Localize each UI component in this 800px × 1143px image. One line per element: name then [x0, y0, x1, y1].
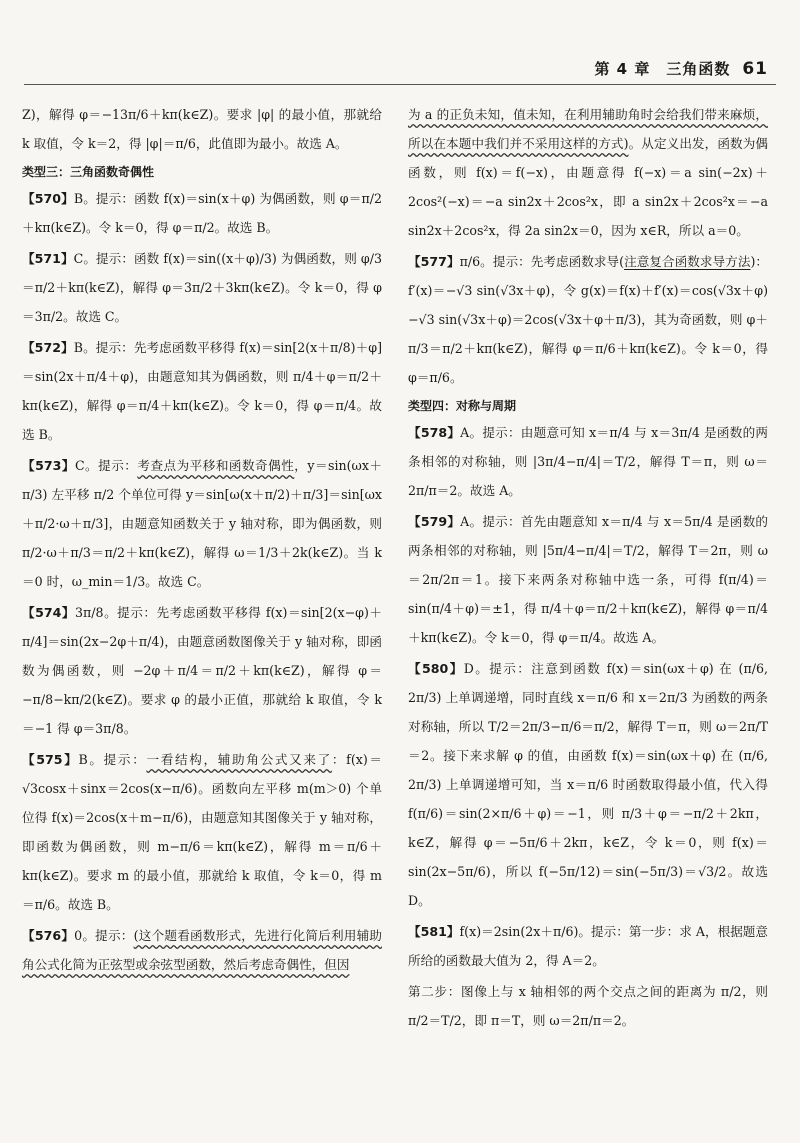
page-number: 61 [742, 59, 768, 79]
answer-number: 【577】 [408, 254, 460, 269]
answer-581-step-two: 第二步：图像上与 x 轴相邻的两个交点之间的距离为 π/2，则 π/2＝T/2，即 π＝T，则 ω＝2π/π＝2。 [408, 984, 768, 1028]
wavy-underlined-note: 考查点为平移和函数奇偶性 [137, 458, 295, 473]
answer-569-continuation: Z)，解得 φ＝−13π/6＋kπ(k∈Z)。要求 |φ| 的最小值，那就给 k 取值，令 k＝2，得 |φ|＝π/6，此值即为最小。故选 A。 [22, 107, 382, 151]
section-heading-parity: 类型三：三角函数奇偶性 [22, 165, 155, 179]
answer-number: 【576】 [22, 928, 75, 943]
answer-number: 【578】 [408, 425, 461, 440]
answer-number: 【574】 [22, 605, 76, 620]
chapter-title: 第 4 章 三角函数 [594, 60, 731, 78]
answer-570: 【570】B。提示：函数 f(x)＝sin(x＋φ) 为偶函数，则 φ＝π/2＋kπ(k∈Z)。令 k＝0，得 φ＝π/2。故选 B。 [22, 191, 382, 235]
answer-number: 【579】 [408, 514, 461, 529]
answer-number: 【573】 [22, 458, 75, 473]
page-header [594, 58, 768, 79]
answer-572: 【572】B。提示：先考虑函数平移得 f(x)＝sin[2(x＋π/8)＋φ]＝sin(2x＋π/4＋φ)，由题意知其为偶函数，则 π/4＋φ＝π/2＋kπ(k∈Z)，解得 φ＝π/4＋kπ(k∈Z)。令 k＝0，得 φ＝π/4。故选 B。 [22, 340, 382, 442]
underlined-note: 注意复合函数求导方法 [624, 254, 751, 269]
header-rule [24, 84, 776, 85]
answer-574: 【574】3π/8。提示：先考虑函数平移得 f(x)＝sin[2(x−φ)＋π/4]＝sin(2x−2φ＋π/4)，由题意函数图像关于 y 轴对称，即函数为偶函数，则 −2φ＋π/4＝π/2＋kπ(k∈Z)，解得 φ＝−π/8−kπ/2(k∈Z)。要求 φ 的最小正值，那就给 k 取值，令 k＝−1 得 φ＝3π/8。 [22, 605, 382, 736]
left-column [22, 100, 382, 981]
answer-578: 【578】A。提示：由题意可知 x＝π/4 与 x＝3π/4 是函数的两条相邻的对称轴，则 |3π/4−π/4|＝T/2，解得 T＝π，则 ω＝2π/π＝2。故选 A。 [408, 425, 768, 498]
answer-number: 【571】 [22, 251, 74, 266]
answer-number: 【575】 [22, 752, 79, 767]
wavy-underlined-note: (这个题看函数形式，先进行化简后利用辅助角公式化简为正弦型或余弦型函数，然后考虑奇偶性，但因 [22, 928, 382, 972]
answer-number: 【572】 [22, 340, 74, 355]
answer-number: 【581】 [408, 924, 460, 939]
answer-number: 【580】 [408, 661, 464, 676]
right-column [408, 100, 768, 1037]
answer-575: 【575】B。提示：一看结构，辅助角公式又来了：f(x)＝√3cosx＋sinx＝2cos(x−π/6)。函数向左平移 m(m＞0) 个单位得 f(x)＝2cos(x＋m−π/6)，由题意知其图像关于 y 轴对称，即函数为偶函数，则 m−π/6＝kπ(k∈Z)，解得 m＝π/6＋kπ(k∈Z)。要求 m 的最小值，那就给 k 取值，令 k＝0，得 m＝π/6。故选 B。 [22, 752, 383, 912]
answer-576: 【576】0。提示：(这个题看函数形式，先进行化简后利用辅助角公式化简为正弦型或余弦型函数，然后考虑奇偶性，但因 [22, 928, 382, 972]
section-heading-symmetry-period: 类型四：对称与周期 [408, 399, 517, 413]
wavy-underlined-note: 一看结构，辅助角公式又来了 [146, 752, 332, 767]
answer-579: 【579】A。提示：首先由题意知 x＝π/4 与 x＝5π/4 是函数的两条相邻的对称轴，则 |5π/4−π/4|＝T/2，解得 T＝2π，则 ω＝2π/2π＝1。接下来两条对称轴中选一条，可得 f(π/4)＝sin(π/4＋φ)＝±1，得 π/4＋φ＝π/2＋kπ(k∈Z)，解得 φ＝π/4＋kπ(k∈Z)。令 k＝0，得 φ＝π/4。故选 A。 [408, 514, 768, 645]
answer-580: 【580】D。提示：注意到函数 f(x)＝sin(ωx＋φ) 在 (π/6, 2π/3) 上单调递增，同时直线 x＝π/6 和 x＝2π/3 为函数的两条对称轴，所以 T/2＝2π/3−π/6＝π/2，解得 T＝π，则 ω＝2π/T＝2。接下来求解 φ 的值，由函数 f(x)＝sin(ωx＋φ) 在 (π/6, 2π/3) 上单调递增可知，当 x＝π/6 时函数取得最小值，代入得 f(π/6)＝sin(2×π/6＋φ)＝−1，则 π/3＋φ＝−π/2＋2kπ，k∈Z，解得 φ＝−5π/6＋2kπ，k∈Z，令 k＝0，则 f(x)＝sin(2x−5π/6)，所以 f(−5π/12)＝sin(−5π/3)＝√3/2。故选 D。 [408, 661, 769, 908]
answer-581: 【581】f(x)＝2sin(2x＋π/6)。提示：第一步：求 A，根据题意所给的函数最大值为 2，得 A＝2。 [408, 924, 768, 968]
wavy-underlined-note: 为 a 的正负未知，值未知，在利用辅助角时会给我们带来麻烦，所以在本题中我们并不采用这样的方式) [408, 107, 768, 151]
answer-577: 【577】π/6。提示：先考虑函数求导(注意复合函数求导方法)：f′(x)＝−√3 sin(√3x＋φ)，令 g(x)＝f(x)＋f′(x)＝cos(√3x＋φ)−√3 sin(√3x＋φ)＝2cos(√3x＋φ＋π/3)，其为奇函数，则 φ＋π/3＝π/2＋kπ(k∈Z)，解得 φ＝π/6＋kπ(k∈Z)。令 k＝0，得 φ＝π/6。 [408, 254, 769, 385]
answer-573: 【573】C。提示：考查点为平移和函数奇偶性，y＝sin(ωx＋π/3) 左平移 π/2 个单位可得 y＝sin[ω(x＋π/2)＋π/3]＝sin[ωx＋π/2·ω＋π/3]，由题意知函数关于 y 轴对称，即为偶函数，则 π/2·ω＋π/3＝π/2＋kπ(k∈Z)，解得 ω＝1/3＋2k(k∈Z)。当 k＝0 时，ω_min＝1/3。故选 C。 [22, 458, 383, 589]
answer-576-continuation: 为 a 的正负未知，值未知，在利用辅助角时会给我们带来麻烦，所以在本题中我们并不采用这样的方式)。从定义出发，函数为偶函数，则 f(x)＝f(−x)，由题意得 f(−x)＝a sin(−2x)＋2cos²(−x)＝−a sin2x＋2cos²x，即 a sin2x＋2cos²x＝−a sin2x＋2cos²x，得 2a sin2x＝0，因为 x∈R，所以 a＝0。 [408, 107, 768, 238]
answer-number: 【570】 [22, 191, 74, 206]
answer-571: 【571】C。提示：函数 f(x)＝sin((x＋φ)/3) 为偶函数，则 φ/3＝π/2＋kπ(k∈Z)，解得 φ＝3π/2＋3kπ(k∈Z)。令 k＝0，得 φ＝3π/2。故选 C。 [22, 251, 382, 324]
